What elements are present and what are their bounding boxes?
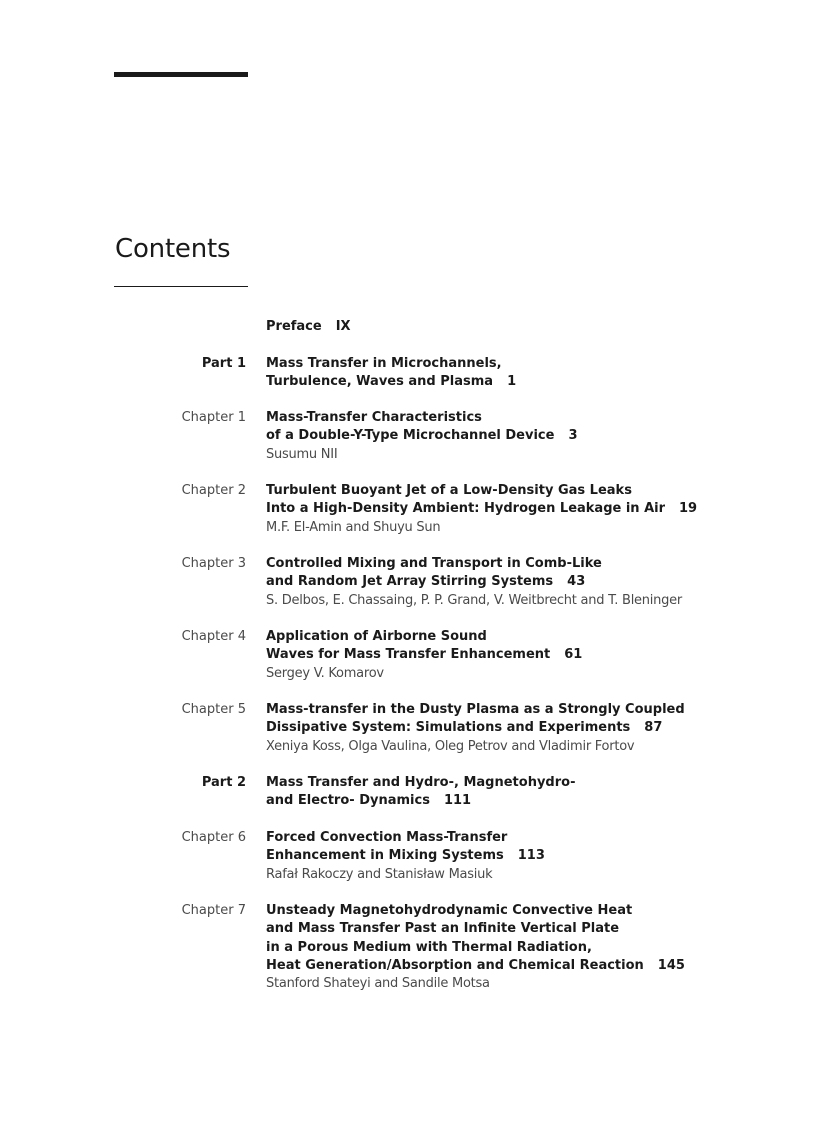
toc-entry-title-line: Controlled Mixing and Transport in Comb-Like <box>266 556 602 571</box>
toc-entry-title-line: Into a High-Density Ambient: Hydrogen Leakage in Air 19 <box>266 501 698 517</box>
toc-entry-title-line: Unsteady Magnetohydrodynamic Convective Heat <box>266 903 633 918</box>
toc-entry-title-line: Application of Airborne Sound <box>266 629 487 644</box>
toc-authors: S. Delbos, E. Chassaing, P. P. Grand, V. Weitbrecht and T. Bleninger <box>266 592 682 608</box>
toc-chapter-label: Chapter 6 <box>181 830 246 845</box>
toc-authors: Susumu NII <box>266 446 338 462</box>
toc-page-number: 19 <box>679 501 698 517</box>
toc-entry-text <box>266 318 786 336</box>
toc-page-number: 111 <box>443 793 472 809</box>
toc-entry-text <box>266 701 786 756</box>
toc-chapter-label: Chapter 4 <box>181 629 246 644</box>
toc-entry-title-line: Preface IX <box>266 319 351 334</box>
toc-entry-title-line: of a Double-Y-Type Microchannel Device 3 <box>266 428 578 444</box>
toc-chapter-label: Chapter 5 <box>181 702 246 717</box>
toc-entry-title-line: Heat Generation/Absorption and Chemical Reaction 145 <box>266 957 685 973</box>
toc-entry-title-line: Mass-transfer in the Dusty Plasma as a Strongly Coupled <box>266 702 685 717</box>
toc-page-number: IX <box>335 319 351 334</box>
toc-authors: Sergey V. Komarov <box>266 665 384 681</box>
title-underline-rule <box>114 286 248 287</box>
toc-entry-text <box>266 555 786 610</box>
toc-entry-text <box>266 774 786 811</box>
toc-entry-title-line: and Random Jet Array Stirring Systems 43 <box>266 574 586 590</box>
toc-page-number: 1 <box>507 374 517 390</box>
toc-entry-text <box>266 355 786 392</box>
toc-page-number: 3 <box>568 428 578 444</box>
toc-part-label: Part 1 <box>201 356 246 371</box>
toc-authors: Xeniya Koss, Olga Vaulina, Oleg Petrov and Vladimir Fortov <box>266 738 635 754</box>
toc-entry-text <box>266 829 786 884</box>
toc-chapter-label: Chapter 2 <box>181 483 246 498</box>
toc-chapter-label: Chapter 7 <box>181 903 246 918</box>
toc-page-number: 145 <box>657 957 685 973</box>
toc-chapter-label: Chapter 3 <box>181 556 246 571</box>
toc-chapter-label: Chapter 1 <box>181 410 246 425</box>
toc-page-number: 87 <box>644 720 663 736</box>
toc-entry-title-line: Mass Transfer and Hydro-, Magnetohydro- <box>266 775 576 790</box>
toc-authors: Stanford Shateyi and Sandile Motsa <box>266 976 490 992</box>
toc-page-number: 113 <box>517 848 545 864</box>
toc-entry-title-line: Dissipative System: Simulations and Experiments 87 <box>266 720 663 736</box>
toc-entry-text <box>266 628 786 683</box>
toc-authors: M.F. El-Amin and Shuyu Sun <box>266 519 441 535</box>
toc-authors: Rafał Rakoczy and Stanisław Masiuk <box>266 866 493 882</box>
toc-entry-text <box>266 409 786 464</box>
toc-entry-title-line: Waves for Mass Transfer Enhancement 61 <box>266 647 583 663</box>
toc-entry-text <box>266 902 786 993</box>
toc-part-label: Part 2 <box>201 775 246 790</box>
toc-entry-title-line: and Electro- Dynamics 111 <box>266 793 472 809</box>
toc-entry-title-line: Forced Convection Mass-Transfer <box>266 830 508 845</box>
toc-page-number: 61 <box>564 647 583 663</box>
toc-entry-title-line: in a Porous Medium with Thermal Radiation, <box>266 939 592 955</box>
toc-entry-title-line: Mass Transfer in Microchannels, <box>266 356 502 371</box>
page-title: Contents <box>115 234 231 264</box>
top-decorative-rule <box>114 72 248 77</box>
toc-entry-title-line: Mass-Transfer Characteristics <box>266 410 482 425</box>
toc-entry-title-line: Enhancement in Mixing Systems 113 <box>266 848 545 864</box>
toc-entry-title-line: Turbulence, Waves and Plasma 1 <box>266 374 517 390</box>
toc-entry-title-line: Turbulent Buoyant Jet of a Low-Density Gas Leaks <box>266 483 632 498</box>
toc-entry-title-line: and Mass Transfer Past an Infinite Vertical Plate <box>266 921 620 937</box>
toc-page-number: 43 <box>567 574 586 590</box>
toc-entry-text <box>266 482 786 537</box>
